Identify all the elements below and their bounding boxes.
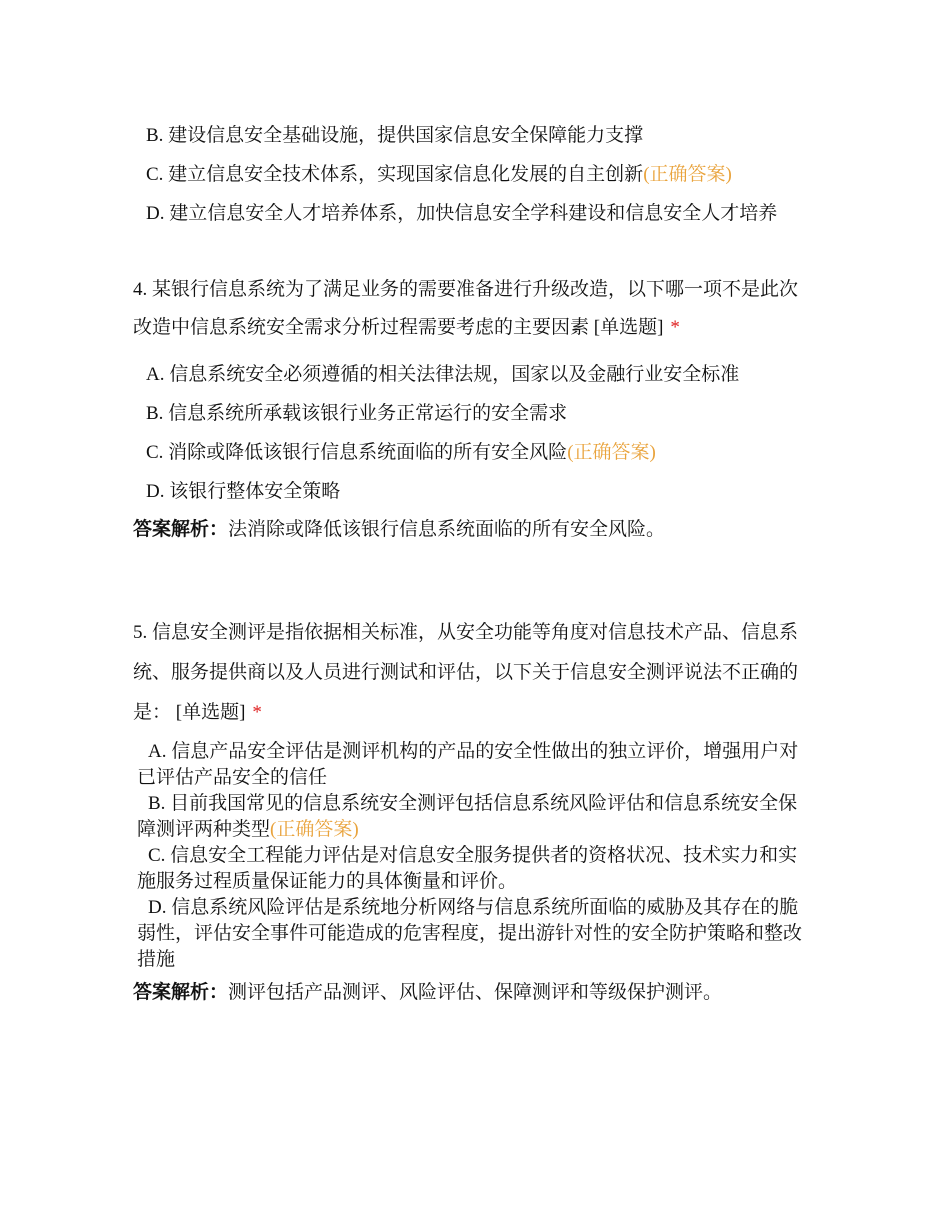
option-text: B. 信息系统所承载该银行业务正常运行的安全需求	[146, 403, 568, 424]
option-text: C. 消除或降低该银行信息系统面临的所有安全风险	[146, 442, 568, 463]
required-asterisk: *	[670, 317, 680, 338]
option-text: C. 信息安全工程能力评估是对信息安全服务提供者的资格状况、技术实力和实施服务过程质量保证能力的具体衡量和评价。	[137, 845, 798, 892]
analysis-text: 测评包括产品测评、风险评估、保障测评和等级保护测评。	[228, 982, 723, 1003]
question-stem-text: 4. 某银行信息系统为了满足业务的需要准备进行升级改造，以下哪一项不是此次改造中信息系统安全需求分析过程需要考虑的主要因素 [单选题]	[133, 279, 799, 338]
analysis-text: 法消除或降低该银行信息系统面临的所有安全风险。	[228, 519, 666, 540]
question-5-options	[133, 739, 816, 973]
question-4-option-b	[133, 394, 816, 433]
option-text: D. 建立信息安全人才培养体系，加快信息安全学科建设和信息安全人才培养	[146, 203, 778, 224]
option-text: C. 建立信息安全技术体系，实现国家信息化发展的自主创新	[146, 164, 644, 185]
correct-answer-tag: (正确答案)	[567, 442, 656, 463]
question-5-option-b	[133, 791, 816, 843]
correct-answer-tag: (正确答案)	[270, 819, 359, 840]
question-5-option-d	[133, 895, 816, 973]
option-text: A. 信息系统安全必须遵循的相关法律法规，国家以及金融行业安全标准	[146, 364, 740, 385]
correct-answer-tag: (正确答案)	[643, 164, 732, 185]
question-3-options-fragment	[133, 116, 816, 233]
question-5-stem	[133, 613, 816, 733]
question-4-stem	[133, 271, 816, 347]
option-text: B. 建设信息安全基础设施，提供国家信息安全保障能力支撑	[146, 125, 644, 146]
question-3-option-b	[133, 116, 816, 155]
question-4	[133, 271, 816, 549]
option-text: D. 信息系统风险评估是系统地分析网络与信息系统所面临的威胁及其存在的脆弱性，评估安全事件可能造成的危害程度，提出游针对性的安全防护策略和整改措施	[137, 897, 803, 970]
question-4-option-d	[133, 472, 816, 511]
question-5-option-a	[133, 739, 816, 791]
analysis-label: 答案解析：	[133, 982, 229, 1003]
question-5-option-c	[133, 843, 816, 895]
question-stem-text: 5. 信息安全测评是指依据相关标准，从安全功能等角度对信息技术产品、信息系统、服务提供商以及人员进行测试和评估，以下关于信息安全测评说法不正确的是： [单选题]	[133, 622, 799, 723]
question-4-answer-analysis	[133, 511, 816, 549]
question-5	[133, 613, 816, 1009]
required-asterisk: *	[252, 702, 262, 723]
question-4-options	[133, 355, 816, 511]
analysis-label: 答案解析：	[133, 519, 229, 540]
option-text: A. 信息产品安全评估是测评机构的产品的安全性做出的独立评价，增强用户对已评估产品安全的信任	[137, 741, 799, 788]
question-3-option-c	[133, 155, 816, 194]
question-4-option-c	[133, 433, 816, 472]
question-4-option-a	[133, 355, 816, 394]
option-text: D. 该银行整体安全策略	[146, 481, 341, 502]
question-3-option-d	[133, 194, 816, 233]
option-text: B. 目前我国常见的信息系统安全测评包括信息系统风险评估和信息系统安全保障测评两种类型	[137, 793, 798, 840]
question-5-answer-analysis	[133, 977, 816, 1009]
